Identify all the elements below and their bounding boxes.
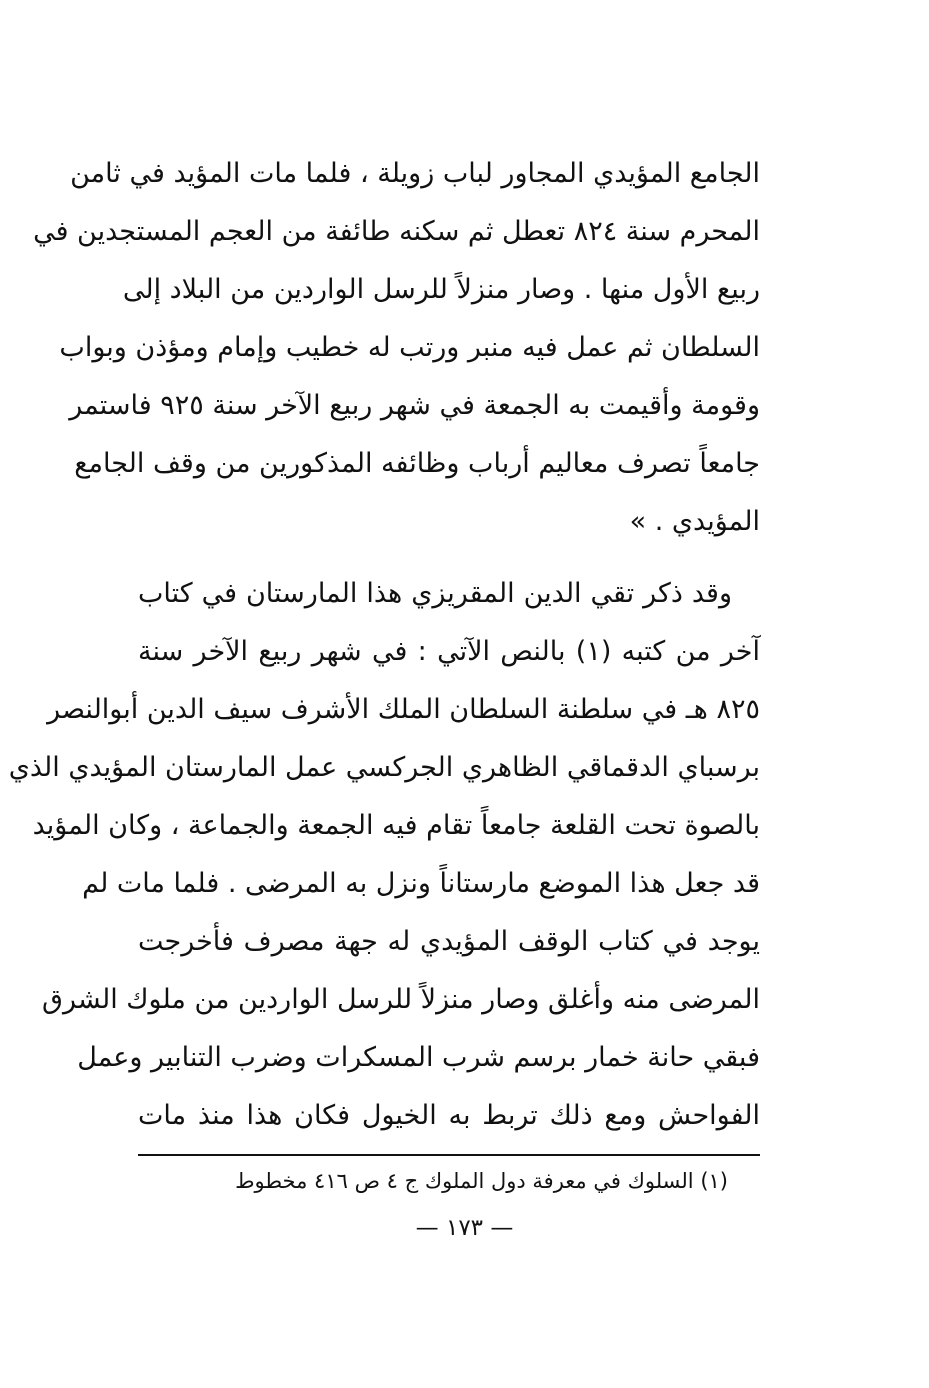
text-line: وقومة وأقيمت به الجمعة في شهر ربيع الآخر سنة ٩٢٥ فاستمر (69, 390, 760, 421)
text-line: ٨٢٥ هـ في سلطنة السلطان الملك الأشرف سيف الدين أبوالنصر (47, 694, 760, 725)
text-line: جامعاً تصرف معاليم أرباب وظائفه المذكورين من وقف الجامع (74, 448, 760, 479)
text-line: المحرم سنة ٨٢٤ تعطل ثم سكنه طائفة من العجم المستجدين في (33, 216, 760, 247)
text-line: الجامع المؤيدي المجاور لباب زويلة ، فلما مات المؤيد في ثامن (70, 158, 760, 189)
paragraph-2 (8, 565, 760, 1145)
text-line: السلطان ثم عمل فيه منبر ورتب له خطيب وإمام ومؤذن وبواب (59, 332, 760, 363)
text-line: الفواحش ومع ذلك تربط به الخيول فكان هذا منذ مات (138, 1100, 760, 1131)
text-line: يوجد في كتاب الوقف المؤيدي له جهة مصرف فأخرجت (138, 926, 760, 957)
text-line: آخر من كتبه (١) بالنص الآتي : في شهر ربيع الآخر سنة (138, 636, 760, 667)
text-line: قد جعل هذا الموضع مارستاناً ونزل به المرضى . فلما مات لم (82, 868, 760, 899)
text-line: ربيع الأول منها . وصار منزلاً للرسل الواردين من البلاد إلى (122, 274, 760, 305)
page-number: — ١٧٣ — (415, 1215, 514, 1241)
footnote-divider (138, 1154, 760, 1156)
text-line: وقد ذكر تقي الدين المقريزي هذا المارستان في كتاب (138, 578, 732, 609)
text-line: المرضى منه وأغلق وصار منزلاً للرسل الواردين من ملوك الشرق (42, 984, 760, 1015)
text-line: بالصوة تحت القلعة جامعاً تقام فيه الجمعة والجماعة ، وكان المؤيد (32, 810, 760, 841)
footnote: (١) السلوك في معرفة دول الملوك ج ٤ ص ٤١٦ مخطوط (235, 1169, 728, 1193)
paragraph-1 (33, 145, 760, 551)
text-line: المؤيدي . » (629, 506, 760, 537)
text-line: فبقي حانة خمار برسم شرب المسكرات وضرب التنابير وعمل (77, 1042, 760, 1073)
text-line: برسباي الدقماقي الظاهري الجركسي عمل المارستان المؤيدي الذي (8, 752, 760, 783)
